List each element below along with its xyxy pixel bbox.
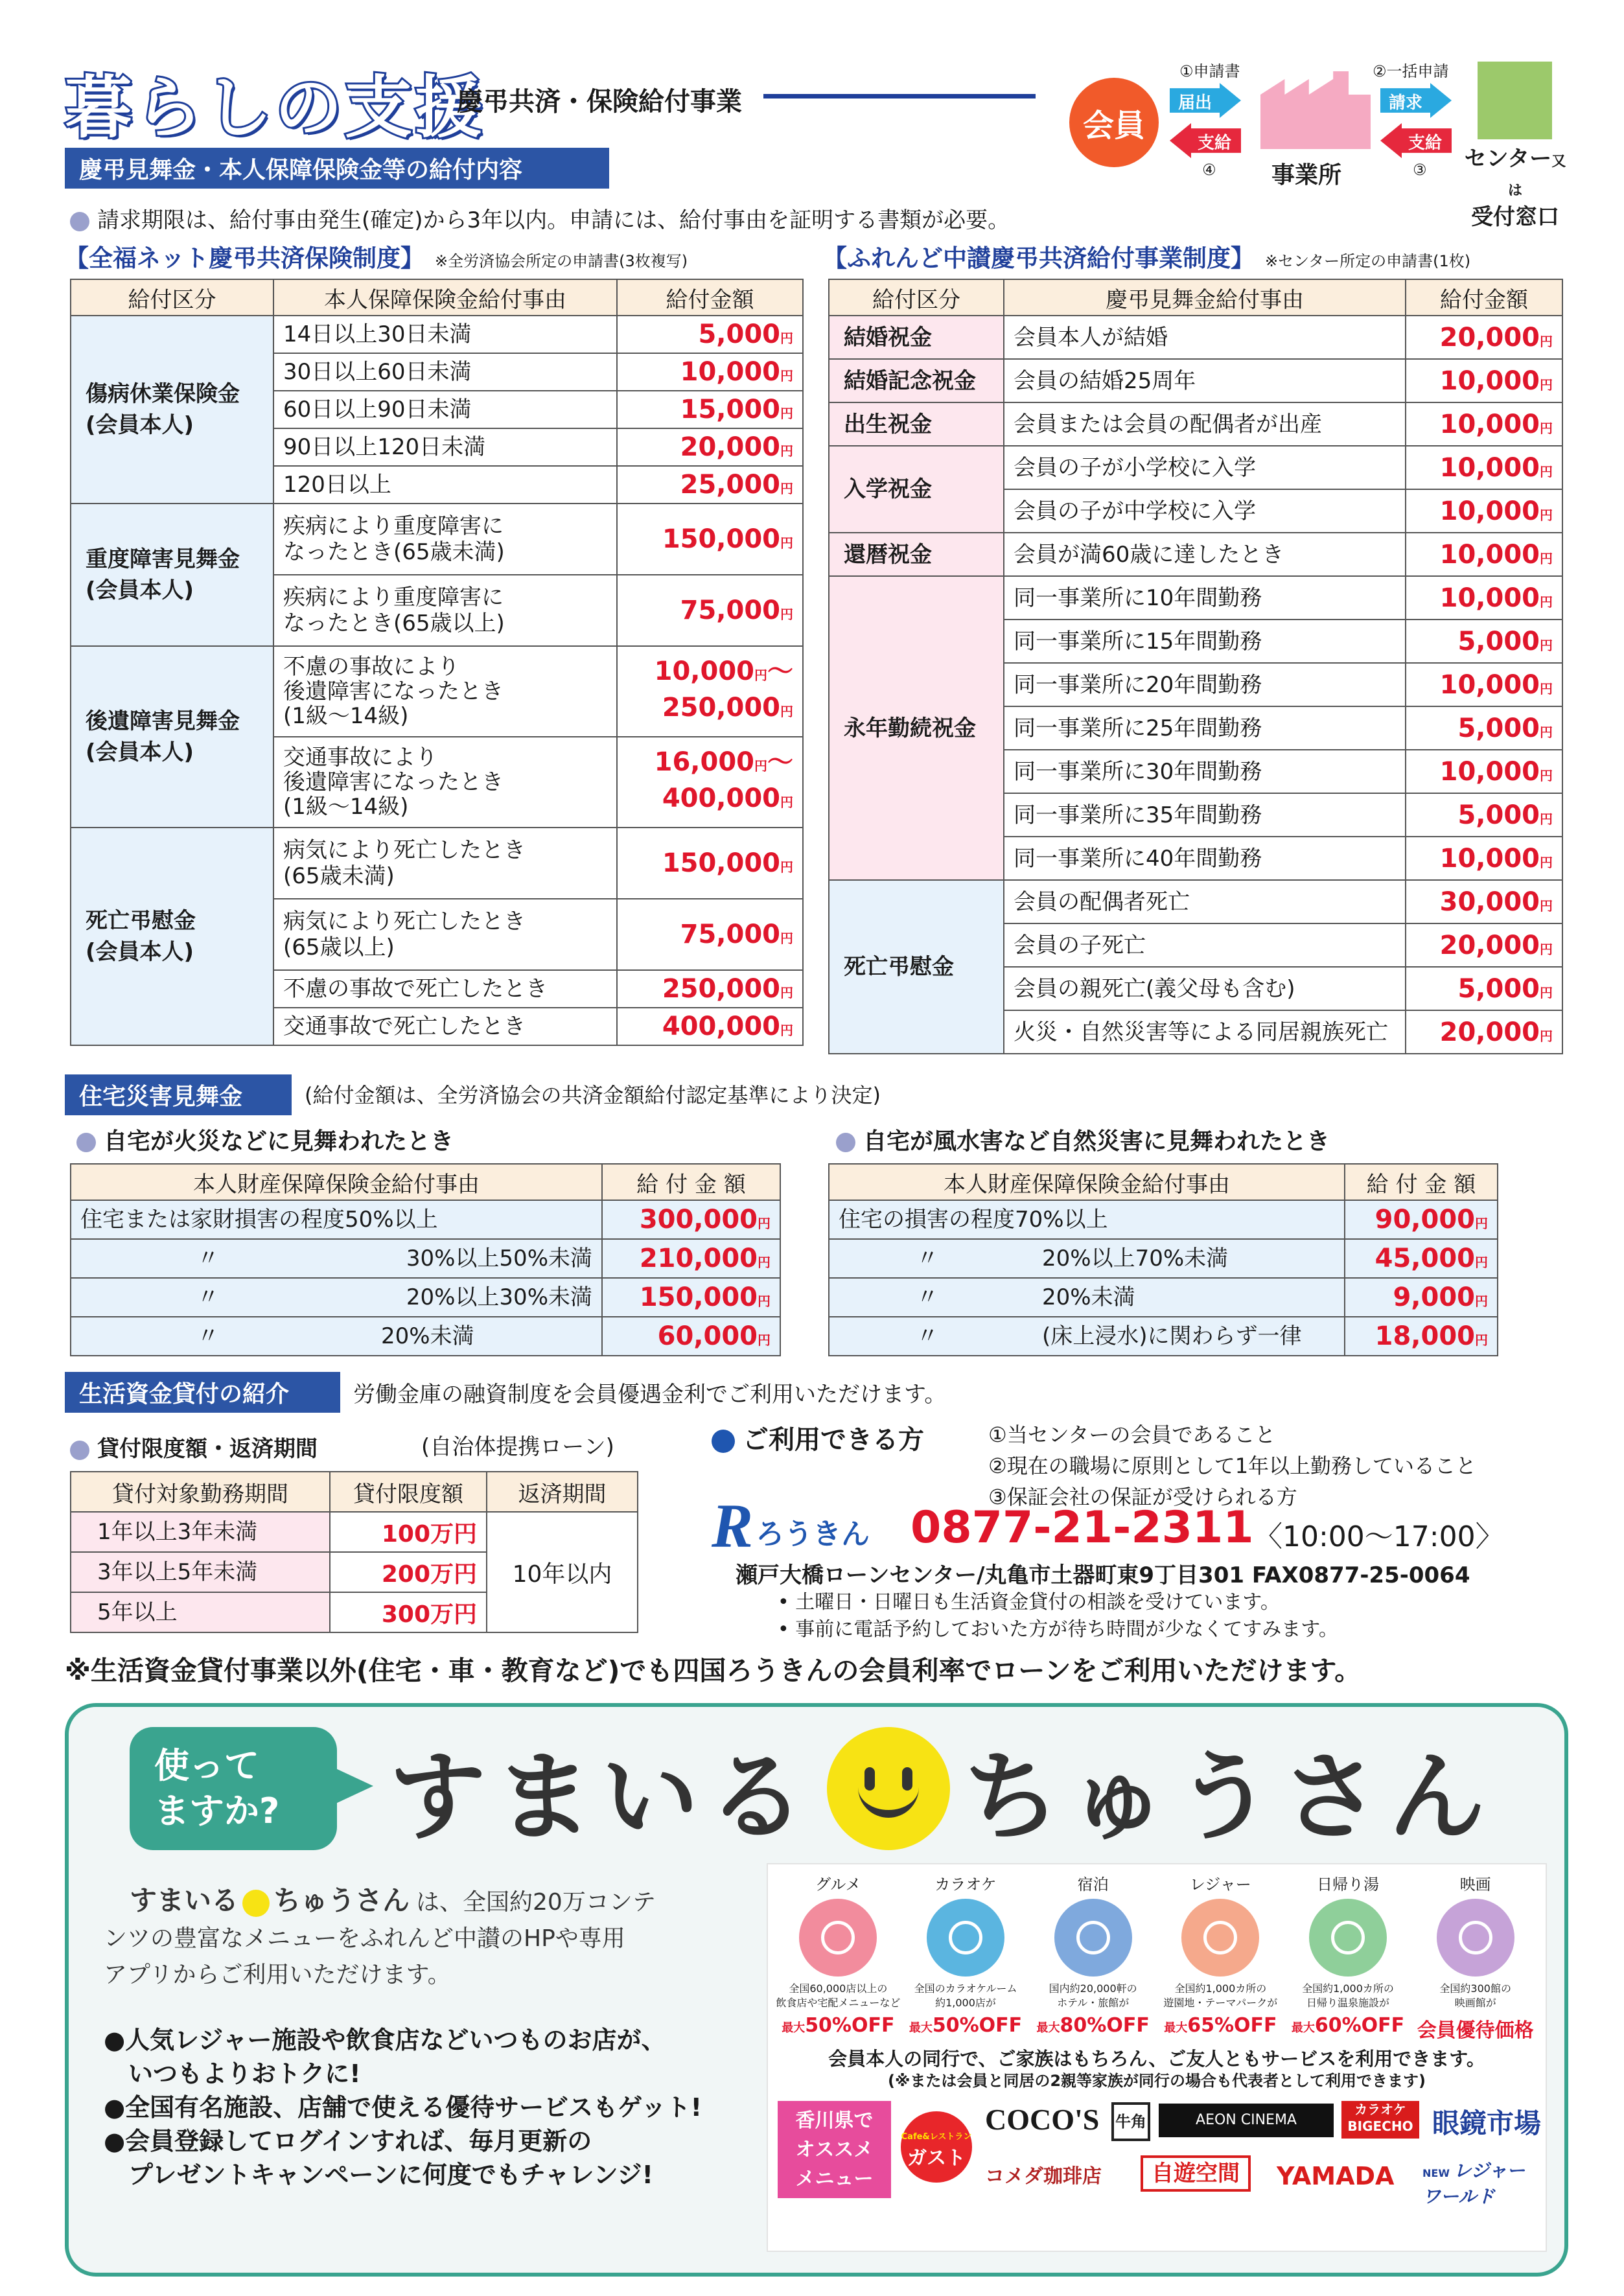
flow-step3-label: ③ xyxy=(1413,161,1427,179)
amount-cell: 10,000円 xyxy=(1406,359,1562,402)
fire-title xyxy=(76,1123,454,1156)
reason-cell: 同一事業所に35年間勤務 xyxy=(1004,793,1406,837)
jiyukukan-logo: 自遊空間 xyxy=(1141,2155,1251,2192)
services-note xyxy=(774,2048,1539,2092)
reason-cell: 病気により死亡したとき (65歳未満) xyxy=(273,828,617,899)
amount-cell: 5,000円 xyxy=(1406,793,1562,837)
reason-cell: 不慮の事故により 後遺障害になったとき (1級～14級) xyxy=(273,646,617,737)
subtitle-rule xyxy=(763,94,1036,99)
col-header: 貸付限度額 xyxy=(330,1472,487,1512)
fire-title-text: 自宅が火災などに見舞われたとき xyxy=(104,1128,454,1155)
loan-desc: 労働金庫の融資制度を会員優遇金利でご利用いただけます。 xyxy=(353,1382,947,1408)
category-tile xyxy=(902,1873,1030,2048)
loan-limit-title xyxy=(70,1431,318,1463)
todoke-label: 届出 xyxy=(1178,93,1212,113)
category-tile-discount: 最大80%OFF xyxy=(1036,2014,1150,2037)
benefits-note xyxy=(70,202,1010,234)
center-label-1: センター xyxy=(1464,146,1552,172)
amount-cell: 75,000円 xyxy=(617,899,803,970)
category-tile-name: 映画 xyxy=(1459,1875,1491,1894)
amount-cell: 10,000円 xyxy=(1406,533,1562,576)
reason-cell: 〃 30%以上50%未満 xyxy=(71,1239,602,1278)
reason-cell: 〃 20%未満 xyxy=(829,1278,1345,1317)
amount-cell: 10,000円 xyxy=(1406,576,1562,620)
loan-table xyxy=(70,1471,638,1633)
page-title: 暮らしの支援 xyxy=(65,68,485,147)
reason-cell: 不慮の事故で死亡したとき xyxy=(273,970,617,1008)
smile-title-a: すまいる xyxy=(389,1741,815,1854)
amount-cell: 5,000円 xyxy=(1406,967,1562,1010)
category-sub: (会員本人) xyxy=(86,939,194,965)
bullet-icon xyxy=(836,1133,855,1152)
disaster-heading: 住宅災害見舞金 xyxy=(65,1074,292,1115)
category-tile-desc: 全国約1,000カ所の 日帰り温泉施設が xyxy=(1302,1982,1394,2009)
amount-cell: 150,000円 xyxy=(617,504,803,575)
benefits-heading: 慶弔見舞金・本人保障保険金等の給付内容 xyxy=(65,148,609,189)
gusto-logo: Cafe&レストラン ガスト xyxy=(901,2111,972,2183)
loan-limit-note: (自治体提携ローン) xyxy=(421,1434,614,1460)
col-header: 給 付 金 額 xyxy=(1345,1164,1498,1200)
category-cell: 出生祝金 xyxy=(829,402,1004,446)
reason-cell: 会員の親死亡(義父母も含む) xyxy=(1004,967,1406,1010)
category-name: 死亡弔慰金 xyxy=(86,908,196,934)
eligible-title-text: ご利用できる方 xyxy=(743,1425,924,1455)
reason-cell: 火災・自然災害等による同居親族死亡 xyxy=(1004,1010,1406,1054)
category-sub: (会員本人) xyxy=(86,577,194,603)
category-tile-discount: 会員優待価格 xyxy=(1417,2019,1534,2042)
loan-note: • 土曜日・日曜日も生活資金貸付の相談を受けています。 xyxy=(778,1591,1280,1614)
reason-cell: 同一事業所に10年間勤務 xyxy=(1004,576,1406,620)
loan-address: 瀬戸大橋ローンセンター/丸亀市土器町東9丁目301 FAX0877-25-0064 xyxy=(736,1562,1470,1588)
smiley-icon xyxy=(827,1727,950,1850)
amount-cell: 250,000円 xyxy=(617,970,803,1008)
services-note1: 会員本人の同行で、ご家族はもちろん、ご友人ともサービスを利用できます。 xyxy=(828,2048,1485,2070)
category-tile xyxy=(774,1873,902,2048)
cocos-logo: COCO'S xyxy=(985,2103,1100,2136)
category-cell: 死亡弔慰金 xyxy=(829,880,1004,1054)
left-table-title xyxy=(65,238,688,273)
category-tile-desc: 全国のカラオケルーム 約1,000店が xyxy=(914,1982,1017,2009)
bubble-line2: ますか? xyxy=(154,1791,280,1831)
col-header: 本人財産保障保険金給付事由 xyxy=(829,1164,1345,1200)
amount-cell: 10,000円 xyxy=(1406,402,1562,446)
loan-notes xyxy=(778,1589,1338,1643)
reason-cell: 同一事業所に20年間勤務 xyxy=(1004,663,1406,706)
col-header: 給付金額 xyxy=(617,279,803,316)
rokin-name: ろうきん xyxy=(756,1518,870,1551)
amount-cell: 16,000円～ 400,000円 xyxy=(617,737,803,828)
building-icon xyxy=(1478,62,1552,139)
loan-note: • 事前に電話予約しておいた方が待ち時間が少なくてすみます。 xyxy=(778,1618,1338,1641)
amount-cell: 150,000円 xyxy=(617,828,803,899)
reason-cell: 住宅または家財損害の程度50%以上 xyxy=(71,1200,602,1239)
amount-cell: 90,000円 xyxy=(1345,1200,1498,1239)
shikyu-label-2: 支給 xyxy=(1408,133,1443,153)
flow-step2-label: ②一括申請 xyxy=(1373,62,1449,80)
reason-cell: 会員の子が中学校に入学 xyxy=(1004,489,1406,533)
smile-desc xyxy=(104,1883,739,1993)
amount-cell: 10,000円 xyxy=(1406,446,1562,489)
flow-step4-label: ④ xyxy=(1202,161,1216,179)
cocktail-icon xyxy=(799,1899,877,1977)
camera-icon xyxy=(1437,1899,1514,1977)
phone-hours: 〈10:00～17:00〉 xyxy=(1254,1520,1504,1553)
reason-cell: 会員または会員の配偶者が出産 xyxy=(1004,402,1406,446)
category-tile-discount: 最大60%OFF xyxy=(1291,2014,1405,2037)
eligible-item: ②現在の職場に原則として1年以上勤務していること xyxy=(988,1454,1477,1478)
bed-icon xyxy=(1054,1899,1132,1977)
amount-cell: 10,000円 xyxy=(617,353,803,391)
point-item: ●人気レジャー施設や飲食店などいつものお店が、 いつもよりおトクに! xyxy=(104,2026,666,2088)
reason-cell: 住宅の損害の程度70%以上 xyxy=(829,1200,1345,1239)
reason-cell: 会員の配偶者死亡 xyxy=(1004,880,1406,923)
smile-title xyxy=(389,1724,1494,1853)
reason-cell: 同一事業所に40年間勤務 xyxy=(1004,837,1406,880)
limit-cell: 100万円 xyxy=(330,1512,487,1552)
amount-cell: 20,000円 xyxy=(617,428,803,466)
reason-cell: 会員が満60歳に達したとき xyxy=(1004,533,1406,576)
category-tile-discount: 最大50%OFF xyxy=(909,2014,1023,2037)
category-tile xyxy=(1411,1873,1539,2048)
loan-footer: ※生活資金貸付事業以外(住宅・車・教育など)でも四国ろうきんの会員利率でローンをご利用いただけます。 xyxy=(65,1655,1362,1686)
reason-cell: 14日以上30日未満 xyxy=(273,316,617,353)
repay-cell: 10年以内 xyxy=(487,1512,638,1632)
use-it-bubble xyxy=(130,1727,337,1850)
reason-cell: 90日以上120日未満 xyxy=(273,428,617,466)
reason-cell: 同一事業所に15年間勤務 xyxy=(1004,620,1406,663)
member-badge: 会員 xyxy=(1069,78,1159,167)
category-name: 傷病休業保険金 xyxy=(86,381,240,407)
category-cell xyxy=(71,316,273,504)
amount-cell: 20,000円 xyxy=(1406,316,1562,359)
amount-cell: 400,000円 xyxy=(617,1008,803,1045)
microphone-icon xyxy=(927,1899,1004,1977)
reason-cell: 会員本人が結婚 xyxy=(1004,316,1406,359)
factory-icon xyxy=(1260,71,1371,149)
category-tile-discount: 最大65%OFF xyxy=(1164,2014,1277,2037)
recommend-badge: 香川県で オススメ メニュー xyxy=(778,2101,891,2198)
amount-cell: 18,000円 xyxy=(1345,1317,1498,1356)
limit-cell: 200万円 xyxy=(330,1552,487,1592)
reason-cell: 同一事業所に30年間勤務 xyxy=(1004,750,1406,793)
services-note2: (※または会員と同居の2親等家族が同行の場合も代表者として利用できます) xyxy=(888,2072,1426,2090)
category-tile-name: レジャー xyxy=(1189,1875,1251,1894)
storm-table xyxy=(828,1163,1498,1356)
col-header: 給付区分 xyxy=(829,279,1004,316)
reason-cell: 交通事故により 後遺障害になったとき (1級～14級) xyxy=(273,737,617,828)
category-sub: (会員本人) xyxy=(86,412,194,438)
left-title: 【全福ネット慶弔共済保険制度】 xyxy=(65,244,424,272)
reason-cell: 〃 (床上浸水)に関わらず一律 xyxy=(829,1317,1345,1356)
right-note: ※センター所定の申請書(1枚) xyxy=(1265,252,1471,270)
category-tile-name: 日帰り湯 xyxy=(1317,1875,1380,1894)
category-tile-desc: 全国60,000店以上の 飲食店や宅配メニューなど xyxy=(776,1982,901,2009)
center-label xyxy=(1463,146,1567,230)
amount-cell: 15,000円 xyxy=(617,391,803,428)
application-flow-diagram xyxy=(1063,52,1568,230)
balloon-icon xyxy=(1181,1899,1259,1977)
reason-cell: 〃 20%未満 xyxy=(71,1317,602,1356)
reason-cell: 〃 20%以上30%未満 xyxy=(71,1278,602,1317)
amount-cell: 45,000円 xyxy=(1345,1239,1498,1278)
smile-title-b: ちゅうさん xyxy=(963,1741,1495,1854)
category-cell: 永年勤続祝金 xyxy=(829,576,1004,880)
amount-cell: 5,000円 xyxy=(1406,620,1562,663)
amount-cell: 150,000円 xyxy=(602,1278,780,1317)
flow-step1-label: ①申請書 xyxy=(1179,62,1240,80)
yamada-logo: YAMADA xyxy=(1277,2162,1395,2190)
amount-cell: 20,000円 xyxy=(1406,1010,1562,1054)
brand-logos xyxy=(901,2098,1542,2207)
amount-cell: 75,000円 xyxy=(617,575,803,646)
megane-ichiba-logo: 眼鏡市場 xyxy=(1432,2107,1542,2139)
amount-cell: 10,000円～ 250,000円 xyxy=(617,646,803,737)
amount-cell: 10,000円 xyxy=(1406,837,1562,880)
amount-cell: 30,000円 xyxy=(1406,880,1562,923)
col-header: 給 付 金 額 xyxy=(602,1164,780,1200)
category-tile xyxy=(1284,1873,1412,2048)
col-header: 貸付対象勤務期間 xyxy=(71,1472,330,1512)
category-tile-name: 宿泊 xyxy=(1077,1875,1109,1894)
smile-desc-line2: ンツの豊富なメニューをふれんど中讃のHPや専用 xyxy=(104,1925,625,1952)
smile-desc-line1: すまいる ちゅうさん は、全国約20万コンテ xyxy=(130,1884,656,1916)
left-benefit-table xyxy=(70,279,804,1046)
loan-heading: 生活資金貸付の紹介 xyxy=(65,1372,340,1413)
amount-cell: 5,000円 xyxy=(1406,706,1562,750)
col-header: 本人財産保障保険金給付事由 xyxy=(71,1164,602,1200)
eligible-item: ①当センターの会員であること xyxy=(988,1422,1276,1447)
reason-cell: 会員の子死亡 xyxy=(1004,923,1406,967)
category-cell xyxy=(71,646,273,828)
category-cell xyxy=(71,504,273,646)
right-title: 【ふれんど中讃慶弔共済給付事業制度】 xyxy=(823,244,1255,272)
right-table-title xyxy=(823,238,1470,273)
period-cell: 5年以上 xyxy=(71,1592,330,1632)
center-label-2: 受付窓口 xyxy=(1471,204,1559,230)
category-tile xyxy=(1157,1873,1284,2048)
eligible-title xyxy=(712,1419,924,1456)
office-label: 事業所 xyxy=(1271,162,1342,189)
aeon-cinema-logo: AEON CINEMA xyxy=(1159,2104,1334,2137)
phone-number[interactable]: 0877-21-2311 xyxy=(911,1502,1254,1553)
col-header: 慶弔見舞金給付事由 xyxy=(1004,279,1406,316)
category-row xyxy=(774,1873,1539,2048)
left-note: ※全労済協会所定の申請書(3枚複写) xyxy=(435,252,688,270)
category-cell: 結婚祝金 xyxy=(829,316,1004,359)
reason-cell: 120日以上 xyxy=(273,466,617,504)
reason-cell: 会員の子が小学校に入学 xyxy=(1004,446,1406,489)
reason-cell: 30日以上60日未満 xyxy=(273,353,617,391)
amount-cell: 10,000円 xyxy=(1406,750,1562,793)
col-header: 給付金額 xyxy=(1406,279,1562,316)
reason-cell: 疾病により重度障害に なったとき(65歳以上) xyxy=(273,575,617,646)
category-name: 後遺障害見舞金 xyxy=(86,708,240,734)
period-cell: 3年以上5年未満 xyxy=(71,1552,330,1592)
right-benefit-table xyxy=(828,279,1563,1054)
eligible-item: ③保証会社の保証が受けられる方 xyxy=(988,1485,1297,1509)
reason-cell: 会員の結婚25周年 xyxy=(1004,359,1406,402)
smiley-icon xyxy=(242,1890,270,1917)
storm-title-text: 自宅が風水害など自然災害に見舞われたとき xyxy=(863,1128,1330,1155)
col-header: 返済期間 xyxy=(487,1472,638,1512)
page-subtitle: 慶弔共済・保険給付事業 xyxy=(457,87,742,117)
category-cell xyxy=(71,828,273,1045)
category-tile-desc: 国内約20,000軒の ホテル・旅館が xyxy=(1049,1982,1137,2009)
mountain-icon xyxy=(1309,1899,1387,1977)
amount-cell: 210,000円 xyxy=(602,1239,780,1278)
amount-cell: 60,000円 xyxy=(602,1317,780,1356)
reason-cell: 60日以上90日未満 xyxy=(273,391,617,428)
amount-cell: 10,000円 xyxy=(1406,489,1562,533)
rokin-r-icon: R xyxy=(712,1491,754,1560)
reason-cell: 同一事業所に25年間勤務 xyxy=(1004,706,1406,750)
category-tile xyxy=(1029,1873,1157,2048)
point-item: ●会員登録してログインすれば、毎月更新の プレゼントキャンペーンに何度でもチャレンジ! xyxy=(104,2127,654,2189)
category-sub: (会員本人) xyxy=(86,739,194,765)
disaster-note: (給付金額は、全労済協会の共済金額給付認定基準により決定) xyxy=(305,1083,881,1107)
amount-cell: 10,000円 xyxy=(1406,663,1562,706)
bullet-icon xyxy=(76,1133,96,1152)
gyukaku-logo: 牛角 xyxy=(1111,2102,1150,2141)
amount-cell: 300,000円 xyxy=(602,1200,780,1239)
category-cell: 還暦祝金 xyxy=(829,533,1004,576)
fire-table xyxy=(70,1163,781,1356)
category-cell: 結婚記念祝金 xyxy=(829,359,1004,402)
limit-cell: 300万円 xyxy=(330,1592,487,1632)
amount-cell: 5,000円 xyxy=(617,316,803,353)
col-header: 本人保障保険金給付事由 xyxy=(273,279,617,316)
category-tile-discount: 最大50%OFF xyxy=(782,2014,895,2037)
leisure-world-logo: NEW レジャーワールド xyxy=(1422,2160,1525,2207)
reason-cell: 〃 20%以上70%未満 xyxy=(829,1239,1345,1278)
bullet-icon xyxy=(70,1441,89,1460)
reason-cell: 疾病により重度障害に なったとき(65歳未満) xyxy=(273,504,617,575)
bullet-icon xyxy=(712,1430,735,1453)
category-cell: 入学祝金 xyxy=(829,446,1004,533)
amount-cell: 25,000円 xyxy=(617,466,803,504)
seikyu-label: 請求 xyxy=(1389,93,1423,113)
eligible-list xyxy=(988,1419,1476,1513)
komeda-logo: コメダ珈琲店 xyxy=(985,2165,1102,2188)
loan-limit-title-text: 貸付限度額・返済期間 xyxy=(97,1436,318,1462)
bullet-icon xyxy=(70,212,89,231)
category-tile-desc: 全国約300館の 映画館が xyxy=(1439,1982,1511,2009)
amount-cell: 20,000円 xyxy=(1406,923,1562,967)
storm-title xyxy=(836,1123,1330,1156)
benefits-note-text: 請求期限は、給付事由発生(確定)から3年以内。申請には、給付事由を証明する書類が必要。 xyxy=(97,207,1010,233)
shikyu-label-1: 支給 xyxy=(1198,133,1232,153)
category-tile-name: カラオケ xyxy=(934,1875,997,1894)
category-tile-name: グルメ xyxy=(815,1875,861,1894)
bubble-line1: 使って xyxy=(154,1745,259,1786)
rokin-logo xyxy=(712,1491,870,1560)
reason-cell: 交通事故で死亡したとき xyxy=(273,1008,617,1045)
smile-desc-line3: アプリからご利用いただけます。 xyxy=(104,1962,451,1988)
reason-cell: 病気により死亡したとき (65歳以上) xyxy=(273,899,617,970)
category-name: 重度障害見舞金 xyxy=(86,546,240,572)
col-header: 給付区分 xyxy=(71,279,273,316)
smile-points xyxy=(104,2023,752,2192)
category-tile-desc: 全国約1,000カ所の 遊園地・テーマパークが xyxy=(1163,1982,1278,2009)
period-cell: 1年以上3年未満 xyxy=(71,1512,330,1552)
bigecho-logo: カラオケ BIGECHO xyxy=(1341,2101,1419,2139)
center-label-or: 又は xyxy=(1507,154,1566,199)
point-item: ●全国有名施設、店舗で使える優待サービスもゲット! xyxy=(104,2093,702,2122)
amount-cell: 9,000円 xyxy=(1345,1278,1498,1317)
